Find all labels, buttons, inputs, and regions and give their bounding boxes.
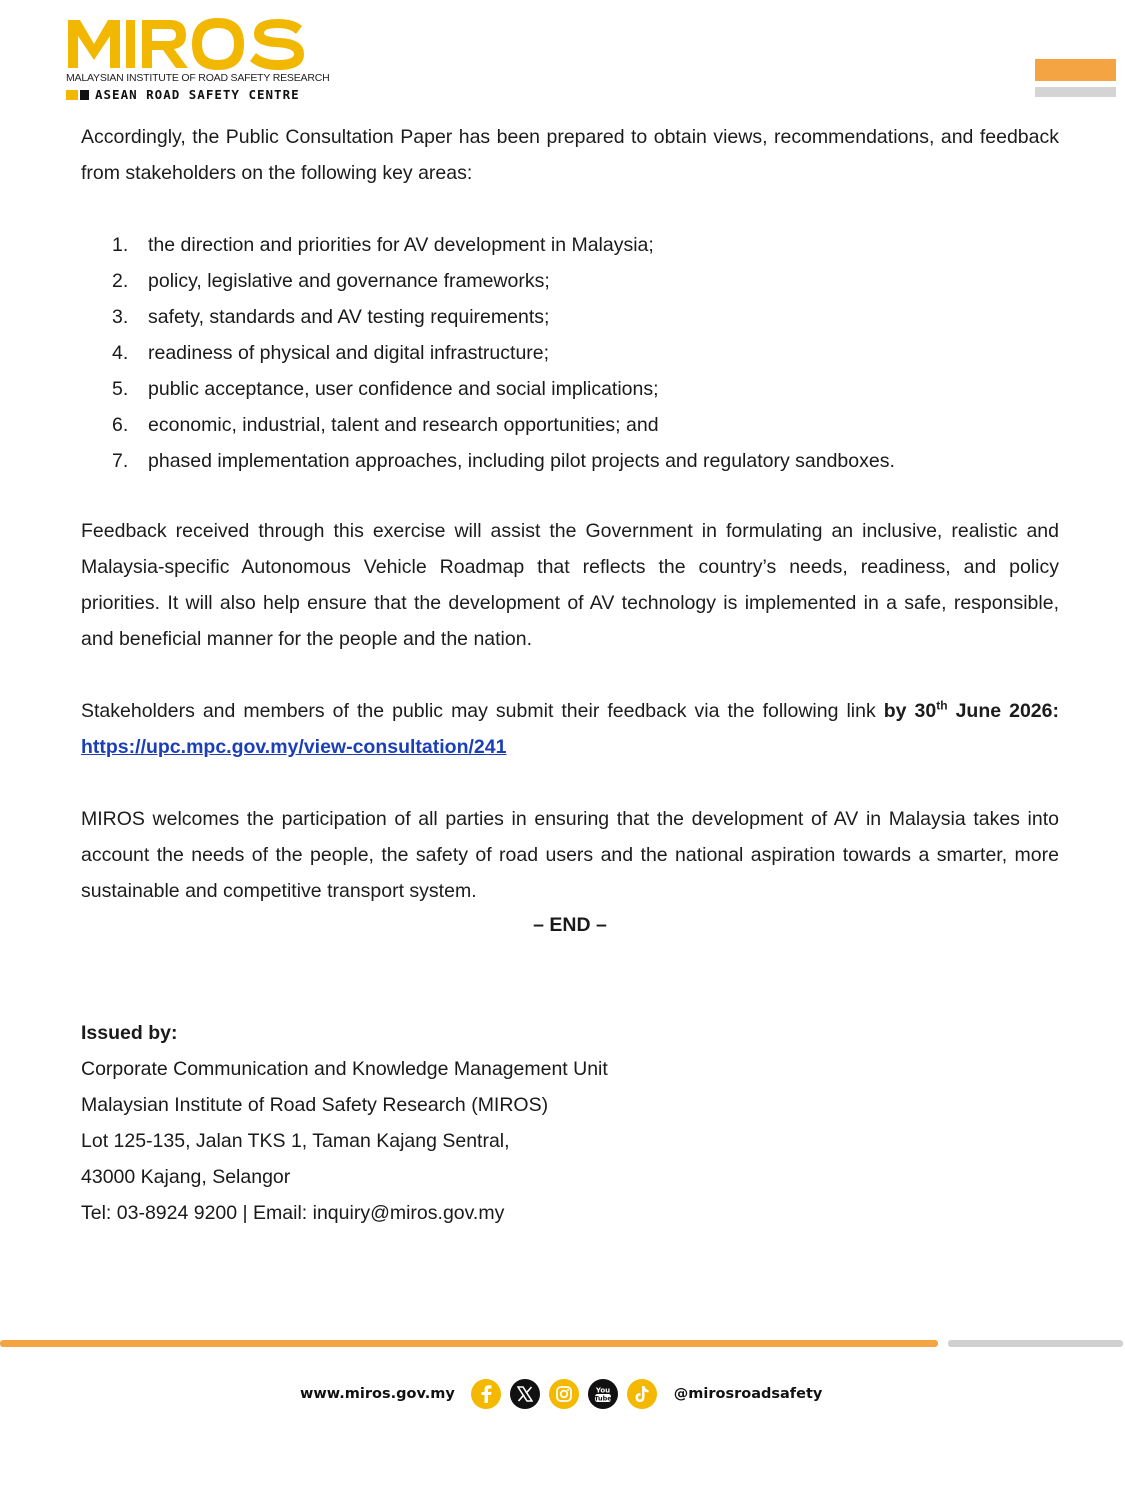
key-area-number: 4. (112, 342, 129, 364)
key-area-number: 7. (112, 450, 129, 472)
deadline-sup: th (936, 698, 948, 713)
footer (300, 1376, 822, 1412)
key-area-item (112, 335, 1012, 371)
key-area-number: 2. (112, 270, 129, 292)
svg-text:You: You (596, 1386, 611, 1395)
intro-paragraph: Accordingly, the Public Consultation Paper has been prepared to obtain views, recommendations, and feedback from stakeholders on the following key areas: (81, 126, 1059, 184)
key-area-text: economic, industrial, talent and research opportunities; and (148, 414, 659, 436)
logo-subtitle: MALAYSIAN INSTITUTE OF ROAD SAFETY RESEARCH (66, 72, 330, 84)
submission-paragraph (81, 693, 1059, 765)
issued-line: 43000 Kajang, Selangor (81, 1166, 291, 1188)
footer-social-handle[interactable]: @mirosroadsafety (673, 1386, 823, 1402)
key-area-item (112, 299, 1012, 335)
svg-text:Tube: Tube (594, 1394, 612, 1403)
key-area-item (112, 371, 1012, 407)
key-area-item (112, 263, 1012, 299)
footer-website[interactable]: www.miros.gov.my (300, 1386, 455, 1402)
key-area-number: 6. (112, 414, 129, 436)
instagram-icon[interactable] (549, 1379, 579, 1409)
issued-line: Lot 125-135, Jalan TKS 1, Taman Kajang Sentral, (81, 1130, 510, 1152)
key-area-item (112, 443, 1012, 479)
submit-text: Stakeholders and members of the public may submit their feedback via the following link (81, 700, 876, 722)
logo-wordmark (66, 14, 326, 70)
key-area-item (112, 227, 1012, 263)
closing-paragraph: MIROS welcomes the participation of all parties in ensuring that the development of AV in Malaysia takes into account the needs of the people, the safety of road users and the national aspiration towards a smarter, more sustainable and competitive transport system. (81, 808, 1059, 902)
key-area-number: 3. (112, 306, 129, 328)
key-area-number: 5. (112, 378, 129, 400)
key-area-number: 1. (112, 234, 129, 256)
key-area-text: phased implementation approaches, including pilot projects and regulatory sandboxes. (148, 450, 895, 472)
key-area-text: the direction and priorities for AV development in Malaysia; (148, 234, 654, 256)
key-area-text: policy, legislative and governance frameworks; (148, 270, 550, 292)
key-area-text: public acceptance, user confidence and social implications; (148, 378, 659, 400)
feedback-paragraph: Feedback received through this exercise will assist the Government in formulating an inclusive, realistic and Malaysia-specific Autonomous Vehicle Roadmap that reflects the country’s needs, readiness, and policy priorities. It will also help ensure that the development of AV technology is implemented in a safe, responsible, and beneficial manner for the people and the nation. (81, 520, 1059, 650)
key-area-text: readiness of physical and digital infrastructure; (148, 342, 550, 364)
key-area-text: safety, standards and AV testing requirements; (148, 306, 550, 328)
tiktok-icon[interactable] (627, 1379, 657, 1409)
logo-black-square (80, 90, 89, 100)
deadline (884, 700, 1059, 722)
facebook-icon[interactable] (471, 1379, 501, 1409)
miros-wordmark-icon (66, 14, 311, 70)
issued-line: Malaysian Institute of Road Safety Research (MIROS) (81, 1094, 549, 1116)
footer-grey-rule (948, 1340, 1123, 1347)
end-marker: – END – (533, 914, 607, 936)
issued-line: Tel: 03-8924 9200 | Email: inquiry@miros.gov.my (81, 1202, 505, 1224)
issued-by-heading: Issued by: (81, 1022, 178, 1044)
youtube-icon[interactable] (588, 1379, 618, 1409)
issued-line: Corporate Communication and Knowledge Management Unit (81, 1058, 608, 1080)
key-area-item (112, 407, 1012, 443)
logo-centre-line (66, 87, 326, 102)
footer-orange-rule (0, 1340, 938, 1347)
consultation-link[interactable]: https://upc.mpc.gov.my/view-consultation/241 (81, 736, 507, 758)
x-icon[interactable] (510, 1379, 540, 1409)
key-areas-list (112, 227, 1012, 479)
header-orange-bar (1035, 59, 1116, 81)
header-grey-bar (1035, 87, 1116, 97)
issued-by-block (81, 1015, 608, 1231)
logo-centre-text: ASEAN ROAD SAFETY CENTRE (95, 87, 300, 102)
logo-yellow-square (66, 90, 78, 100)
deadline-suffix: June 2026: (947, 700, 1059, 722)
deadline-prefix: by 30 (883, 700, 937, 722)
miros-logo (66, 14, 330, 102)
